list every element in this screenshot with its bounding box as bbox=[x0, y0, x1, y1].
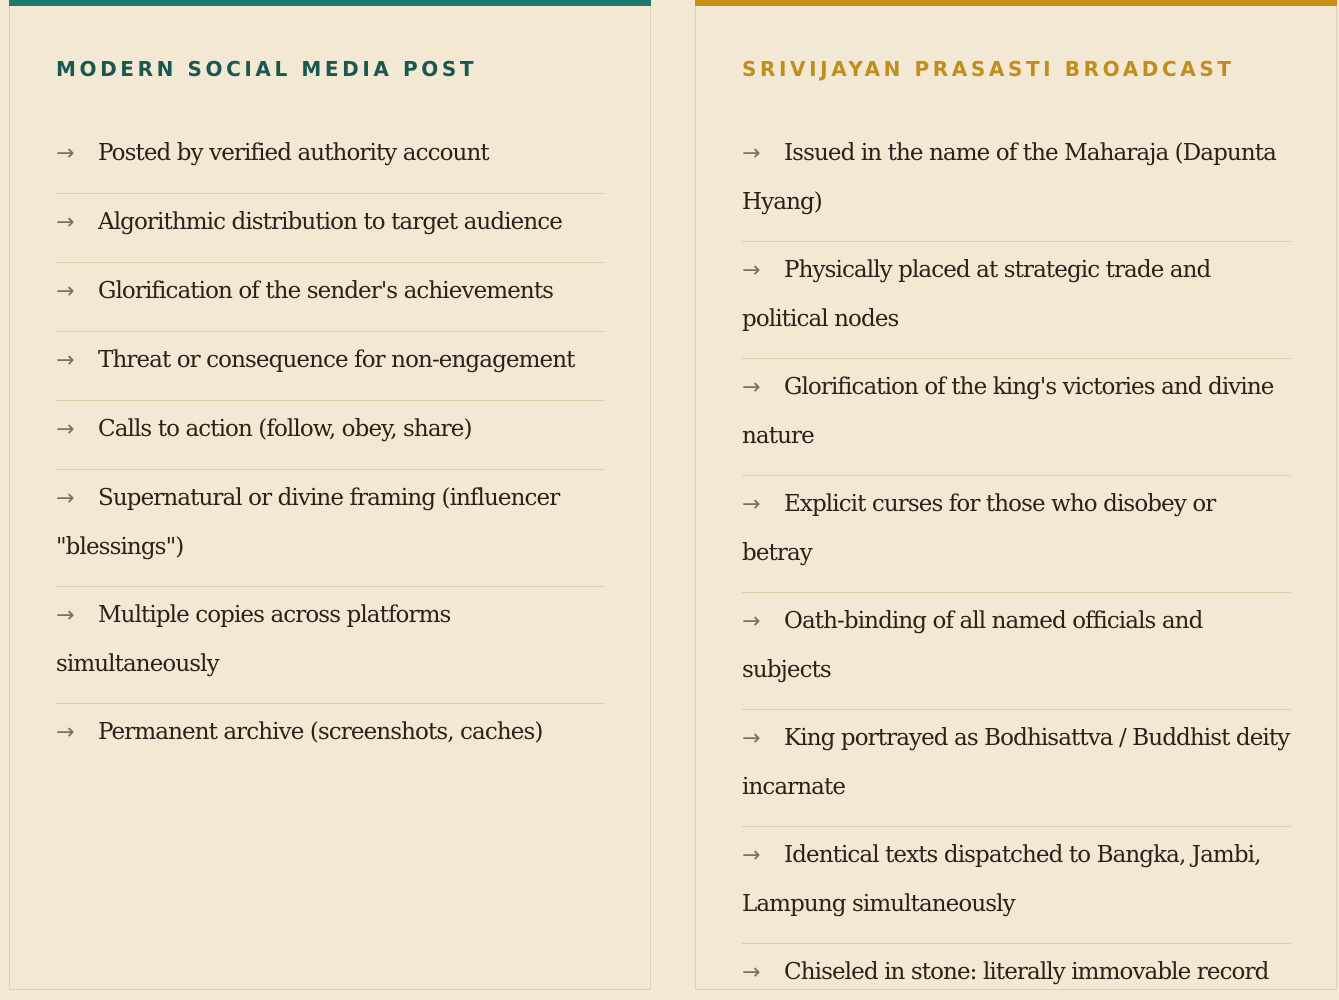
list-item-text: Threat or consequence for non-engagement bbox=[98, 347, 575, 373]
arrow-right-icon: → bbox=[56, 486, 75, 511]
arrow-right-icon: → bbox=[742, 375, 761, 400]
list-item-text: King portrayed as Bodhisattva / Buddhist deity incarnate bbox=[742, 725, 1290, 800]
arrow-right-icon: → bbox=[56, 141, 75, 166]
list-item bbox=[56, 401, 605, 470]
arrow-right-icon: → bbox=[56, 720, 75, 745]
arrow-right-icon: → bbox=[742, 726, 761, 751]
arrow-right-icon: → bbox=[56, 417, 75, 442]
arrow-right-icon: → bbox=[56, 210, 75, 235]
list-item bbox=[742, 359, 1291, 476]
list-item bbox=[56, 704, 605, 772]
modern-social-media-card bbox=[9, 0, 651, 990]
srivijayan-card-accent-bar bbox=[695, 0, 1337, 6]
list-item-text: Chiseled in stone: literally immovable record bbox=[784, 959, 1269, 985]
list-item bbox=[56, 125, 605, 194]
modern-card-accent-bar bbox=[9, 0, 651, 6]
list-item-text: Supernatural or divine framing (influencer "blessings") bbox=[56, 485, 560, 560]
arrow-right-icon: → bbox=[742, 492, 761, 517]
modern-card-title: MODERN SOCIAL MEDIA POST bbox=[56, 57, 478, 81]
arrow-right-icon: → bbox=[56, 603, 75, 628]
arrow-right-icon: → bbox=[56, 279, 75, 304]
list-item bbox=[742, 944, 1291, 1000]
list-item bbox=[742, 242, 1291, 359]
list-item bbox=[56, 587, 605, 704]
arrow-right-icon: → bbox=[742, 141, 761, 166]
list-item-text: Issued in the name of the Maharaja (Dapunta Hyang) bbox=[742, 140, 1276, 215]
list-item bbox=[56, 194, 605, 263]
list-item bbox=[56, 332, 605, 401]
modern-feature-list bbox=[56, 125, 605, 772]
list-item bbox=[742, 125, 1291, 242]
list-item-text: Identical texts dispatched to Bangka, Jambi, Lampung simultaneously bbox=[742, 842, 1261, 917]
list-item bbox=[742, 710, 1291, 827]
srivijayan-prasasti-card bbox=[695, 0, 1337, 990]
list-item-text: Posted by verified authority account bbox=[98, 140, 489, 166]
arrow-right-icon: → bbox=[742, 960, 761, 985]
list-item bbox=[56, 263, 605, 332]
list-item-text: Oath-binding of all named officials and subjects bbox=[742, 608, 1203, 683]
arrow-right-icon: → bbox=[742, 258, 761, 283]
list-item-text: Permanent archive (screenshots, caches) bbox=[98, 719, 543, 745]
arrow-right-icon: → bbox=[56, 348, 75, 373]
list-item-text: Glorification of the king's victories and divine nature bbox=[742, 374, 1274, 449]
list-item bbox=[742, 593, 1291, 710]
arrow-right-icon: → bbox=[742, 843, 761, 868]
list-item-text: Multiple copies across platforms simultaneously bbox=[56, 602, 451, 677]
srivijayan-card-title: SRIVIJAYAN PRASASTI BROADCAST bbox=[742, 57, 1235, 81]
list-item-text: Physically placed at strategic trade and political nodes bbox=[742, 257, 1211, 332]
list-item-text: Explicit curses for those who disobey or betray bbox=[742, 491, 1216, 566]
list-item-text: Calls to action (follow, obey, share) bbox=[98, 416, 472, 442]
srivijayan-feature-list bbox=[742, 125, 1291, 1000]
list-item bbox=[742, 476, 1291, 593]
list-item bbox=[742, 827, 1291, 944]
list-item-text: Glorification of the sender's achievements bbox=[98, 278, 554, 304]
list-item-text: Algorithmic distribution to target audience bbox=[98, 209, 562, 235]
list-item bbox=[56, 470, 605, 587]
arrow-right-icon: → bbox=[742, 609, 761, 634]
